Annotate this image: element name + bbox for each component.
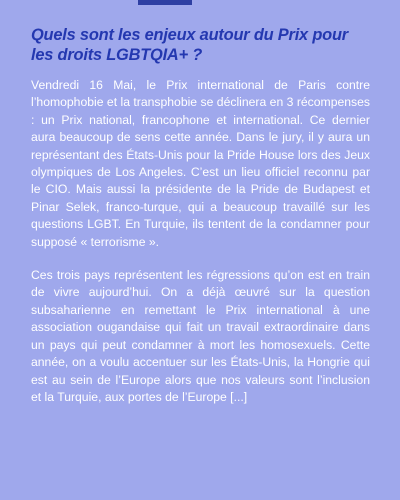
article-paragraph-1: Vendredi 16 Mai, le Prix international de Paris contre l’homophobie et la transphobie se déclinera en 3 récompenses : un Prix national, francophone et international. Ce dernier aura beaucoup de sens cette année. Dans le jury, il y aura un représentant des États-Unis pour la Pride House lors des Jeux olympiques de Los Angeles. C’est un lieu officiel reconnu par le CIO. Mais aussi la présidente de la Pride de Budapest et Pinar Selek, franco-turque, qui a beaucoup travaillé sur les questions LGBT. En Turquie, ils tentent de la condamner pour supposé « terrorisme ». xyxy=(31,78,370,249)
article-title: Quels sont les enjeux autour du Prix pour les droits LGBTQIA+ ? xyxy=(31,26,348,64)
article-paragraph-2: Ces trois pays représentent les régressions qu’on est en train de vivre aujourd’hui. On a déjà œuvré sur la question subsaharienne en remettant le Prix international à une association ougandaise qui fait un travail extraordinaire dans un pays qui peut condamner à mort les homosexuels. Cette année, on a voulu accentuer sur les États-Unis, la Hongrie qui est au sein de l’Europe alors que nos valeurs sont l’inclusion et la Turquie, aux portes de l’Europe [...] xyxy=(31,268,370,404)
